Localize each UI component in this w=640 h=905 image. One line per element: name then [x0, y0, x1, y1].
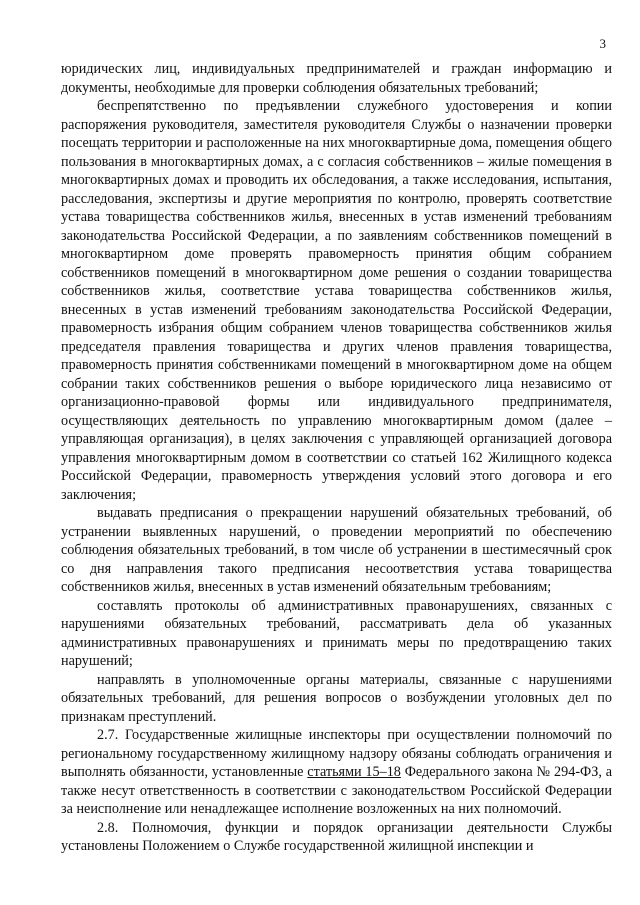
paragraph-2-7: [61, 726, 612, 819]
paragraph-2-7-text-start: 2.7. Государственные жилищные инспекторы при осуществлении полномочий по региональному государственному жилищному надзору обязаны соблюдать ограничения и выполнять обязанности, установленные: [61, 727, 612, 780]
paragraph-2-7-text-end: Федерального закона № 294-ФЗ, а также несут ответственность в соответствии с законодательством Российской Федерации за неисполнение или ненадлежащее исполнение возложенных на них полномочий.: [61, 764, 612, 817]
paragraph-materials: направлять в уполномоченные органы материалы, связанные с нарушениями обязательных требований, для решения вопросов о возбуждении уголовных дел по признакам преступлений.: [61, 671, 612, 725]
paragraph-inspection-rights: беспрепятственно по предъявлении служебного удостоверения и копии распоряжения руководителя, заместителя руководителя Службы о назначении проверки посещать территории и расположенные на них многоквартирные дома, помещения общего пользования в многоквартирных домах, а с согласия собственников – жилые помещения в многоквартирных домах и проводить их обследования, а также исследования, испытания, расследования, экспертизы и другие мероприятия по контролю, проверять соответствие устава товарищества собственников жилья, внесенных в устав изменений требованиям законодательства Российской Федерации, а по заявлениям собственников помещений в многоквартирном доме проверять правомерность принятия общим собранием собственников помещений в многоквартирном доме решения о создании товарищества собственников жилья, соответствие устава товарищества собственников жилья, внесенных в устав изменений требованиям законодательства Российской Федерации, правомерность избрания общим собранием членов товарищества собственников жилья председателя правления товарищества и других членов правления товарищества, правомерность принятия собственниками помещений в многоквартирном доме на общем собрании таких собственников решения о выборе юридического лица независимо от организационно-правовой формы или индивидуального предпринимателя, осуществляющих деятельность по управлению многоквартирным домом (далее – управляющая организация), в целях заключения с управляющей организацией договора управления многоквартирным домом в соответствии со статьей 162 Жилищного кодекса Российской Федерации, правомерность утверждения условий этого договора и его заключения;: [61, 98, 612, 503]
page-number: 3: [599, 36, 606, 51]
paragraph-protocols: составлять протоколы об административных правонарушениях, связанных с нарушениями обязательных требований, рассматривать дела об указанных административных правонарушениях и принимать меры по предотвращению таких нарушений;: [61, 597, 612, 669]
document-body: [61, 60, 612, 856]
paragraph-2-8: 2.8. Полномочия, функции и порядок организации деятельности Службы установлены Положением о Службе государственной жилищной инспекции и: [61, 819, 612, 854]
law-articles-link[interactable]: статьями 15–18: [307, 764, 401, 780]
paragraph-issue-orders: выдавать предписания о прекращении нарушений обязательных требований, об устранении выявленных нарушений, о проведении мероприятий по обеспечению соблюдения обязательных требований, в том числе об устранении в шестимесячный срок со дня направления такого предписания несоответствия устава товарищества собственников жилья, внесенных в устав изменений обязательным требованиям;: [61, 505, 612, 595]
paragraph-continuation: юридических лиц, индивидуальных предпринимателей и граждан информацию и документы, необходимые для проверки соблюдения обязательных требований;: [61, 61, 612, 96]
